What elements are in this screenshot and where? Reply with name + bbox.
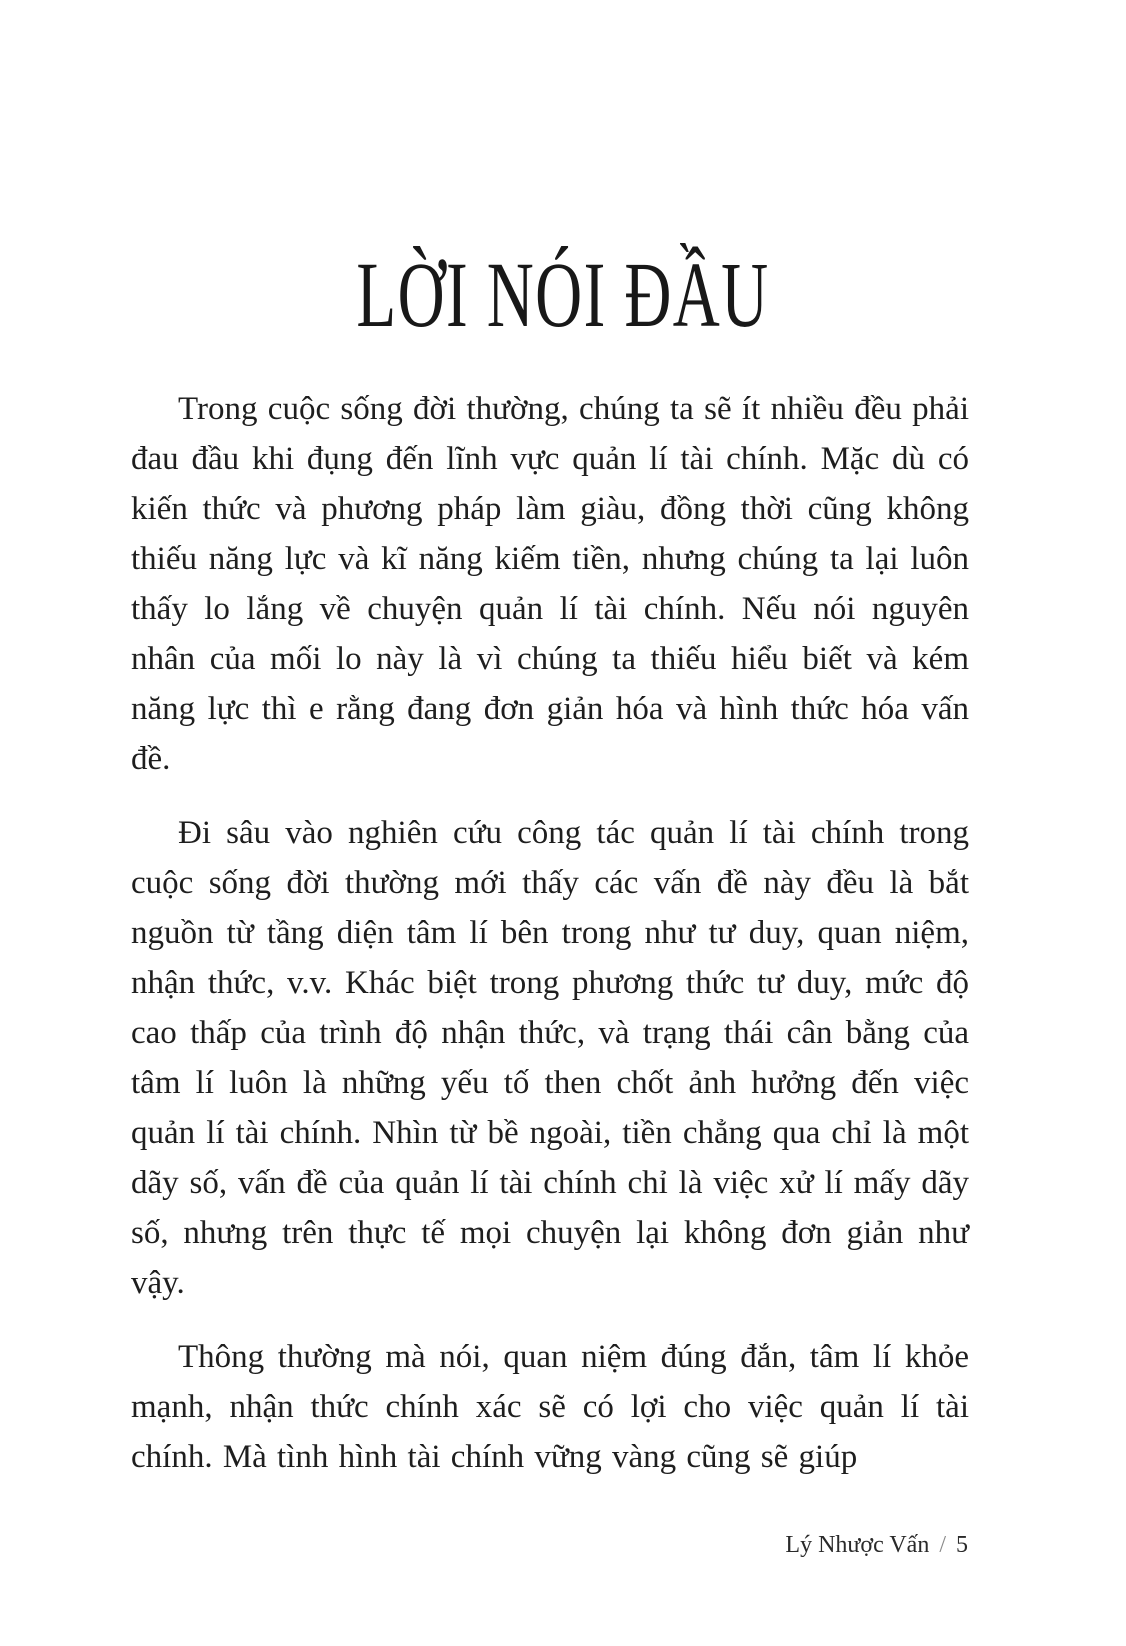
- footer-separator: /: [933, 1532, 952, 1558]
- body-text: [131, 384, 969, 1506]
- page-footer: [785, 1531, 968, 1559]
- chapter-title: LỜI NÓI ĐẦU: [356, 244, 770, 348]
- paragraph-2: Đi sâu vào nghiên cứu công tác quản lí tài chính trong cuộc sống đời thường mới thấy các vấn đề này đều là bắt nguồn từ tầng diện tâm lí bên trong như tư duy, quan niệm, nhận thức, v.v. Khác biệt trong phương thức tư duy, mức độ cao thấp của trình độ nhận thức, và trạng thái cân bằng của tâm lí luôn là những yếu tố then chốt ảnh hưởng đến việc quản lí tài chính. Nhìn từ bề ngoài, tiền chẳng qua chỉ là một dãy số, vấn đề của quản lí tài chính chỉ là việc xử lí mấy dãy số, nhưng trên thực tế mọi chuyện lại không đơn giản như vậy.: [131, 815, 969, 1301]
- paragraph-3: Thông thường mà nói, quan niệm đúng đắn, tâm lí khỏe mạnh, nhận thức chính xác sẽ có lợi cho việc quản lí tài chính. Mà tình hình tài chính vững vàng cũng sẽ giúp: [131, 1339, 969, 1475]
- footer-author: Lý Nhược Vấn: [785, 1532, 930, 1558]
- footer-page-number: 5: [956, 1532, 968, 1558]
- paragraph-1: Trong cuộc sống đời thường, chúng ta sẽ ít nhiều đều phải đau đầu khi đụng đến lĩnh vực quản lí tài chính. Mặc dù có kiến thức và phương pháp làm giàu, đồng thời cũng không thiếu năng lực và kĩ năng kiếm tiền, nhưng chúng ta lại luôn thấy lo lắng về chuyện quản lí tài chính. Nếu nói nguyên nhân của mối lo này là vì chúng ta thiếu hiểu biết và kém năng lực thì e rằng đang đơn giản hóa và hình thức hóa vấn đề.: [131, 391, 969, 777]
